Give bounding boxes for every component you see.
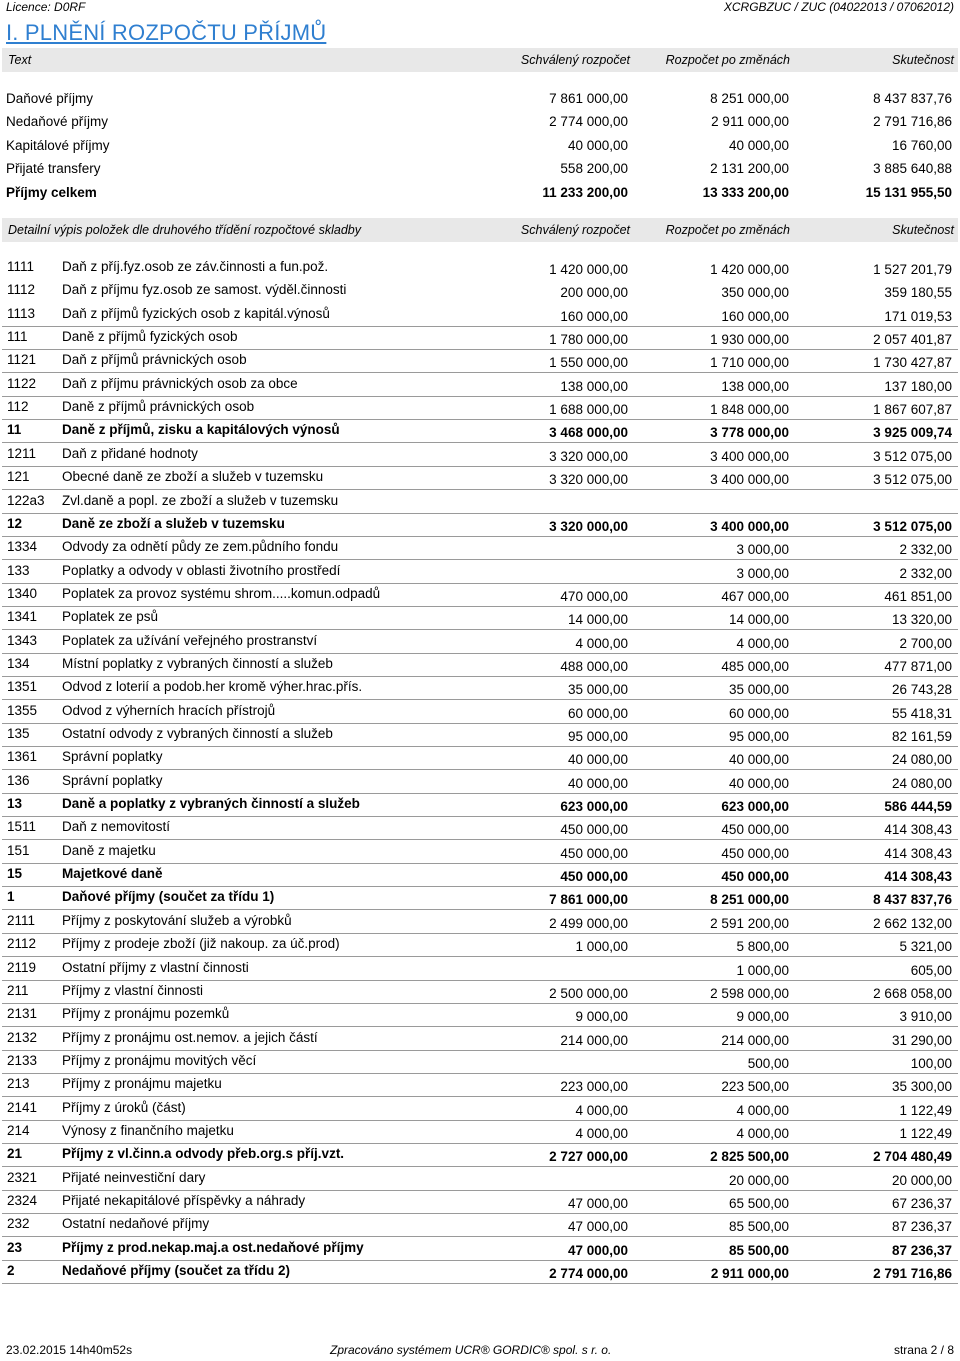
after-changes-value: 5 800,00: [736, 939, 789, 955]
item-name: Daň z přidané hodnoty: [62, 445, 198, 461]
actual-value: 26 743,28: [891, 682, 952, 698]
actual-value: 2 704 480,49: [873, 1149, 952, 1165]
actual-value: 8 437 837,76: [873, 91, 952, 106]
actual-value: 605,00: [910, 962, 952, 978]
item-code: 135: [7, 726, 30, 741]
actual-value: 82 161,59: [891, 729, 952, 744]
approved-value: 1 780 000,00: [549, 332, 628, 348]
summary-table-header: [2, 48, 958, 72]
actual-value: 2 791 716,86: [873, 114, 952, 129]
table-row: [2, 1167, 958, 1191]
item-code: 1334: [7, 539, 38, 555]
table-row: [2, 700, 958, 724]
table-row: [2, 419, 958, 443]
after-changes-value: 1 420 000,00: [710, 262, 789, 277]
item-code: 1511: [7, 819, 37, 835]
after-changes-value: 85 500,00: [728, 1242, 789, 1258]
after-changes-value: 450 000,00: [721, 869, 789, 885]
after-changes-value: 3 400 000,00: [710, 472, 789, 488]
after-changes-value: 214 000,00: [721, 1032, 789, 1048]
actual-value: 461 851,00: [884, 588, 952, 604]
summary-label: Daňové příjmy: [6, 91, 94, 106]
approved-value: 40 000,00: [567, 775, 628, 791]
table-row: [2, 676, 958, 700]
after-changes-value: 13 333 200,00: [702, 185, 789, 200]
after-changes-value: 8 251 000,00: [710, 892, 789, 908]
report-code: XCRGBZUC / ZUC (04022013 / 07062012): [723, 0, 954, 14]
approved-value: 7 861 000,00: [549, 892, 628, 908]
after-changes-value: 1 710 000,00: [710, 355, 789, 371]
item-code: 2111: [7, 912, 36, 928]
after-changes-value: 4 000,00: [736, 1125, 789, 1141]
item-code: 1355: [7, 702, 38, 718]
system-note: Zpracováno systémem UCR® GORDIC® spol. s r. o.: [330, 1343, 612, 1357]
table-row: [2, 490, 958, 514]
after-changes-value: 350 000,00: [721, 285, 789, 301]
item-name: Daň z příjmu fyz.osob ze samost. výděl.činnosti: [62, 282, 347, 298]
table-row: [2, 606, 958, 630]
after-changes-value: 1 848 000,00: [710, 402, 789, 418]
actual-value: 13 320,00: [891, 612, 952, 628]
actual-value: 15 131 955,50: [865, 185, 952, 200]
item-name: Příjmy z vl.činn.a odvody přeb.org.s příj.vzt.: [62, 1146, 345, 1162]
approved-value: 4 000,00: [575, 1102, 628, 1118]
item-code: 21: [7, 1146, 23, 1162]
item-code: 112: [7, 399, 29, 415]
item-name: Příjmy z úroků (část): [62, 1099, 186, 1115]
item-name: Výnosy z finančního majetku: [62, 1122, 234, 1138]
actual-value: 2 332,00: [899, 565, 952, 581]
actual-value: 414 308,43: [884, 822, 952, 838]
item-code: 23: [7, 1239, 23, 1255]
approved-value: 450 000,00: [560, 869, 628, 885]
actual-value: 20 000,00: [891, 1172, 952, 1188]
item-code: 1351: [7, 679, 38, 695]
actual-value: 414 308,43: [884, 845, 952, 861]
actual-value: 1 867 607,87: [873, 402, 952, 418]
item-name: Správní poplatky: [62, 772, 163, 788]
actual-value: 24 080,00: [891, 752, 952, 768]
approved-value: 4 000,00: [575, 1125, 628, 1141]
actual-value: 3 512 075,00: [873, 472, 952, 488]
item-name: Ostatní nedaňové příjmy: [62, 1216, 210, 1232]
table-row: [2, 746, 958, 770]
actual-value: 137 180,00: [884, 378, 952, 394]
after-changes-value: 2 911 000,00: [710, 1266, 789, 1282]
table-row: [2, 1143, 958, 1167]
table-row: [2, 1213, 958, 1237]
col-approved: Schválený rozpočet: [520, 53, 630, 67]
approved-value: 488 000,00: [560, 658, 628, 674]
table-row: [2, 957, 958, 981]
approved-value: 2 774 000,00: [549, 1266, 628, 1282]
page-title: I. PLNĚNÍ ROZPOČTU PŘÍJMŮ: [6, 20, 327, 45]
item-code: 13: [7, 796, 23, 812]
summary-row: [2, 157, 958, 180]
item-code: 2324: [7, 1193, 38, 1208]
after-changes-value: 160 000,00: [721, 308, 789, 324]
after-changes-value: 8 251 000,00: [710, 91, 789, 106]
item-code: 1343: [7, 632, 38, 648]
after-changes-value: 9 000,00: [736, 1009, 789, 1025]
actual-value: 477 871,00: [884, 658, 952, 674]
col-detail-text: Detailní výpis položek dle druhového třídění rozpočtové skladby: [8, 223, 361, 237]
approved-value: 60 000,00: [567, 705, 628, 721]
approved-value: 138 000,00: [560, 378, 628, 394]
approved-value: 2 727 000,00: [549, 1149, 628, 1165]
approved-value: 2 774 000,00: [549, 114, 628, 129]
item-name: Poplatek za užívání veřejného prostranství: [62, 632, 318, 648]
approved-value: 450 000,00: [560, 845, 628, 861]
actual-value: 87 236,37: [891, 1219, 952, 1235]
actual-value: 1 527 201,79: [873, 262, 952, 277]
table-row: [2, 583, 958, 607]
actual-value: 2 668 058,00: [873, 985, 952, 1001]
page-number: strana 2 / 8: [893, 1343, 954, 1357]
table-row: [2, 886, 958, 910]
summary-row: [2, 134, 958, 157]
approved-value: 40 000,00: [567, 752, 628, 768]
table-row: [2, 1190, 958, 1214]
item-code: 213: [7, 1076, 30, 1092]
print-date: 23.02.2015 14h40m52s: [6, 1343, 133, 1357]
col-actual: Skutečnost: [892, 53, 954, 67]
table-row: [2, 466, 958, 490]
actual-value: 8 437 837,76: [873, 892, 952, 908]
item-code: 121: [7, 469, 30, 485]
after-changes-value: 60 000,00: [728, 705, 789, 721]
table-row: [2, 326, 958, 350]
table-row: [2, 1003, 958, 1027]
item-name: Nedaňové příjmy (součet za třídu 2): [62, 1263, 291, 1279]
item-code: 1122: [7, 375, 37, 391]
item-code: 2132: [7, 1029, 38, 1045]
after-changes-value: 4 000,00: [736, 635, 789, 651]
summary-label: Kapitálové příjmy: [6, 138, 110, 153]
after-changes-value: 138 000,00: [721, 378, 789, 394]
item-name: Poplatky a odvody v oblasti životního prostředí: [62, 562, 341, 578]
table-row: [2, 536, 958, 560]
after-changes-value: 40 000,00: [728, 752, 789, 768]
table-row: [2, 630, 958, 654]
item-name: Příjmy z poskytování služeb a výrobků: [62, 912, 292, 928]
item-code: 122a3: [7, 492, 45, 508]
table-row: [2, 793, 958, 817]
col-after-changes: Rozpočet po změnách: [665, 53, 790, 67]
item-name: Ostatní odvody z vybraných činností a služeb: [62, 726, 333, 741]
actual-value: 24 080,00: [891, 775, 952, 791]
item-name: Daňové příjmy (součet za třídu 1): [62, 889, 275, 905]
item-code: 2119: [7, 959, 37, 975]
after-changes-value: 65 500,00: [728, 1196, 789, 1211]
approved-value: 47 000,00: [567, 1219, 628, 1235]
item-name: Odvod z loterií a podob.her kromě výher.hrac.přís.: [62, 679, 363, 695]
after-changes-value: 3 400 000,00: [710, 448, 789, 464]
item-code: 232: [7, 1216, 30, 1232]
item-code: 151: [7, 842, 30, 858]
actual-value: 586 444,59: [884, 799, 952, 815]
item-code: 1340: [7, 585, 38, 601]
approved-value: 35 000,00: [567, 682, 628, 698]
approved-value: 47 000,00: [567, 1242, 628, 1258]
actual-value: 35 300,00: [891, 1079, 952, 1095]
item-name: Příjmy z prod.nekap.maj.a ost.nedaňové příjmy: [62, 1239, 364, 1255]
approved-value: 14 000,00: [567, 612, 628, 628]
approved-value: 11 233 200,00: [542, 185, 628, 200]
after-changes-value: 2 591 200,00: [710, 915, 789, 931]
item-code: 1: [7, 889, 15, 905]
approved-value: 7 861 000,00: [549, 91, 628, 106]
table-row: [2, 1120, 958, 1144]
after-changes-value: 1 930 000,00: [710, 332, 789, 348]
table-row: [2, 770, 958, 794]
after-changes-value: 2 911 000,00: [711, 114, 789, 129]
item-name: Příjmy z pronájmu movitých věcí: [62, 1052, 257, 1068]
table-row: [2, 303, 958, 327]
actual-value: 31 290,00: [891, 1032, 952, 1048]
table-row: [2, 279, 958, 302]
after-changes-value: 35 000,00: [728, 682, 789, 698]
item-name: Odvod z výherních hracích přístrojů: [62, 702, 276, 718]
item-name: Daně a poplatky z vybraných činností a služeb: [62, 796, 360, 812]
table-row: [2, 1050, 958, 1074]
table-row: [2, 816, 958, 840]
approved-value: 1 000,00: [575, 939, 628, 955]
actual-value: 67 236,37: [891, 1196, 952, 1211]
approved-value: 3 320 000,00: [549, 448, 628, 464]
approved-value: 214 000,00: [560, 1032, 628, 1048]
item-name: Místní poplatky z vybraných činností a služeb: [62, 655, 333, 671]
after-changes-value: 500,00: [747, 1055, 789, 1071]
table-row: [2, 1237, 958, 1261]
item-code: 2141: [7, 1099, 38, 1115]
actual-value: 3 512 075,00: [873, 518, 952, 534]
approved-value: 1 420 000,00: [549, 262, 628, 277]
actual-value: 2 332,00: [899, 542, 952, 558]
after-changes-value: 40 000,00: [728, 775, 789, 791]
after-changes-value: 467 000,00: [721, 588, 789, 604]
after-changes-value: 20 000,00: [728, 1172, 789, 1188]
item-code: 1112: [7, 282, 36, 298]
item-code: 15: [7, 866, 23, 882]
after-changes-value: 3 000,00: [736, 542, 789, 558]
table-row: [2, 443, 958, 467]
item-name: Příjmy z prodeje zboží (již nakoup. za úč.prod): [62, 936, 340, 952]
summary-label: Nedaňové příjmy: [6, 114, 109, 129]
item-code: 2133: [7, 1052, 38, 1068]
actual-value: 3 925 009,74: [873, 425, 952, 441]
summary-row: [2, 110, 958, 133]
item-name: Odvody za odnětí půdy ze zem.půdního fondu: [62, 539, 339, 555]
col-approved: Schválený rozpočet: [520, 223, 630, 237]
item-code: 1361: [7, 749, 38, 765]
item-code: 111: [7, 329, 28, 345]
item-name: Daně z příjmů, zisku a kapitálových výnosů: [62, 422, 340, 438]
item-name: Příjmy z vlastní činnosti: [62, 982, 204, 998]
col-text: Text: [8, 53, 32, 67]
item-name: Daně ze zboží a služeb v tuzemsku: [62, 515, 285, 531]
item-name: Příjmy z pronájmu majetku: [62, 1076, 222, 1092]
item-name: Poplatek za provoz systému shrom.....komun.odpadů: [62, 585, 381, 601]
item-name: Daň z příj.fyz.osob ze záv.činnosti a fun.pož.: [62, 259, 329, 274]
item-code: 134: [7, 655, 30, 671]
license-label: Licence: D0RF: [6, 0, 86, 14]
item-code: 133: [7, 562, 30, 578]
item-name: Zvl.daně a popl. ze zboží a služeb v tuzemsku: [62, 492, 339, 508]
actual-value: 3 512 075,00: [873, 448, 952, 464]
approved-value: 47 000,00: [567, 1196, 628, 1211]
table-row: [2, 1027, 958, 1051]
approved-value: 200 000,00: [560, 285, 628, 301]
approved-value: 2 500 000,00: [549, 985, 628, 1001]
actual-value: 5 321,00: [899, 939, 952, 955]
actual-value: 1 122,49: [899, 1125, 952, 1141]
approved-value: 40 000,00: [567, 138, 628, 153]
summary-label: Přijaté transfery: [6, 161, 101, 176]
summary-label: Příjmy celkem: [6, 185, 97, 200]
approved-value: 3 320 000,00: [549, 472, 628, 488]
item-name: Daň z nemovitostí: [62, 819, 171, 835]
after-changes-value: 2 598 000,00: [710, 985, 789, 1001]
item-code: 214: [7, 1122, 30, 1138]
item-code: 136: [7, 772, 30, 788]
table-row: [2, 373, 958, 397]
table-row: [2, 910, 958, 934]
item-name: Přijaté nekapitálové příspěvky a náhrady: [62, 1193, 306, 1208]
item-name: Obecné daně ze zboží a služeb v tuzemsku: [62, 469, 324, 485]
actual-value: 55 418,31: [891, 705, 952, 721]
item-code: 2: [7, 1263, 15, 1279]
actual-value: 2 057 401,87: [873, 332, 952, 348]
after-changes-value: 223 500,00: [721, 1079, 789, 1095]
approved-value: 450 000,00: [560, 822, 628, 838]
actual-value: 1 122,49: [899, 1102, 952, 1118]
actual-value: 171 019,53: [884, 308, 952, 324]
item-name: Daň z příjmů právnických osob: [62, 352, 247, 368]
detail-table-header: [2, 218, 958, 242]
actual-value: 16 760,00: [891, 138, 952, 153]
col-actual: Skutečnost: [892, 223, 954, 237]
item-name: Ostatní příjmy z vlastní činnosti: [62, 959, 249, 975]
approved-value: 1 688 000,00: [549, 402, 628, 418]
actual-value: 359 180,55: [884, 285, 952, 301]
actual-value: 3 910,00: [899, 1009, 952, 1025]
item-name: Daně z příjmů právnických osob: [62, 399, 255, 415]
table-row: [2, 349, 958, 373]
after-changes-value: 3 000,00: [736, 565, 789, 581]
after-changes-value: 14 000,00: [728, 612, 789, 628]
approved-value: 223 000,00: [560, 1079, 628, 1095]
actual-value: 2 791 716,86: [873, 1266, 952, 1282]
actual-value: 414 308,43: [884, 869, 952, 885]
item-code: 11: [7, 422, 22, 438]
approved-value: 558 200,00: [560, 161, 628, 176]
item-name: Poplatek ze psů: [62, 609, 159, 625]
approved-value: 160 000,00: [560, 308, 628, 324]
actual-value: 87 236,37: [891, 1242, 952, 1258]
item-code: 2321: [7, 1169, 38, 1185]
approved-value: 3 468 000,00: [549, 425, 628, 441]
item-code: 1211: [7, 445, 37, 461]
approved-value: 3 320 000,00: [549, 518, 628, 534]
table-row: [2, 560, 958, 584]
item-name: Daň z příjmů fyzických osob z kapitál.výnosů: [62, 305, 330, 321]
actual-value: 2 662 132,00: [873, 915, 952, 931]
table-row: [2, 1260, 958, 1284]
item-code: 1111: [7, 259, 35, 274]
after-changes-value: 485 000,00: [721, 658, 789, 674]
actual-value: 1 730 427,87: [873, 355, 952, 371]
table-row: [2, 1073, 958, 1097]
after-changes-value: 1 000,00: [736, 962, 789, 978]
after-changes-value: 4 000,00: [736, 1102, 789, 1118]
item-code: 211: [7, 982, 29, 998]
table-row: [2, 980, 958, 1004]
summary-row: [2, 181, 958, 204]
after-changes-value: 2 131 200,00: [710, 161, 789, 176]
table-row: [2, 256, 958, 279]
col-after-changes: Rozpočet po změnách: [665, 223, 790, 237]
after-changes-value: 40 000,00: [728, 138, 789, 153]
item-name: Správní poplatky: [62, 749, 163, 765]
approved-value: 9 000,00: [575, 1009, 628, 1025]
after-changes-value: 623 000,00: [721, 799, 789, 815]
item-name: Příjmy z pronájmu ost.nemov. a jejich částí: [62, 1029, 318, 1045]
after-changes-value: 3 778 000,00: [710, 425, 789, 441]
summary-row: [2, 87, 958, 110]
item-name: Daň z příjmu právnických osob za obce: [62, 375, 298, 391]
table-row: [2, 396, 958, 420]
item-code: 1113: [7, 305, 36, 321]
item-name: Daně z majetku: [62, 842, 156, 858]
item-code: 1341: [7, 609, 38, 625]
item-name: Majetkové daně: [62, 866, 163, 882]
table-row: [2, 653, 958, 677]
item-code: 1121: [7, 352, 37, 368]
table-row: [2, 1097, 958, 1121]
item-code: 2112: [7, 936, 37, 952]
approved-value: 2 499 000,00: [549, 915, 628, 931]
actual-value: 3 885 640,88: [873, 161, 952, 176]
item-name: Přijaté neinvestiční dary: [62, 1169, 206, 1185]
actual-value: 100,00: [910, 1055, 952, 1071]
table-row: [2, 513, 958, 537]
after-changes-value: 450 000,00: [721, 845, 789, 861]
page-header: [0, 0, 960, 14]
table-row: [2, 840, 958, 864]
table-row: [2, 863, 958, 887]
after-changes-value: 95 000,00: [728, 729, 789, 744]
table-row: [2, 933, 958, 957]
item-code: 2131: [7, 1006, 38, 1022]
item-code: 12: [7, 515, 23, 531]
after-changes-value: 85 500,00: [728, 1219, 789, 1235]
actual-value: 2 700,00: [899, 635, 952, 651]
after-changes-value: 3 400 000,00: [710, 518, 789, 534]
approved-value: 1 550 000,00: [549, 355, 628, 371]
table-row: [2, 723, 958, 747]
item-name: Daně z příjmů fyzických osob: [62, 329, 238, 345]
approved-value: 623 000,00: [560, 799, 628, 815]
after-changes-value: 2 825 500,00: [710, 1149, 789, 1165]
approved-value: 470 000,00: [560, 588, 628, 604]
approved-value: 4 000,00: [575, 635, 628, 651]
after-changes-value: 450 000,00: [721, 822, 789, 838]
approved-value: 95 000,00: [567, 729, 628, 744]
item-name: Příjmy z pronájmu pozemků: [62, 1006, 230, 1022]
